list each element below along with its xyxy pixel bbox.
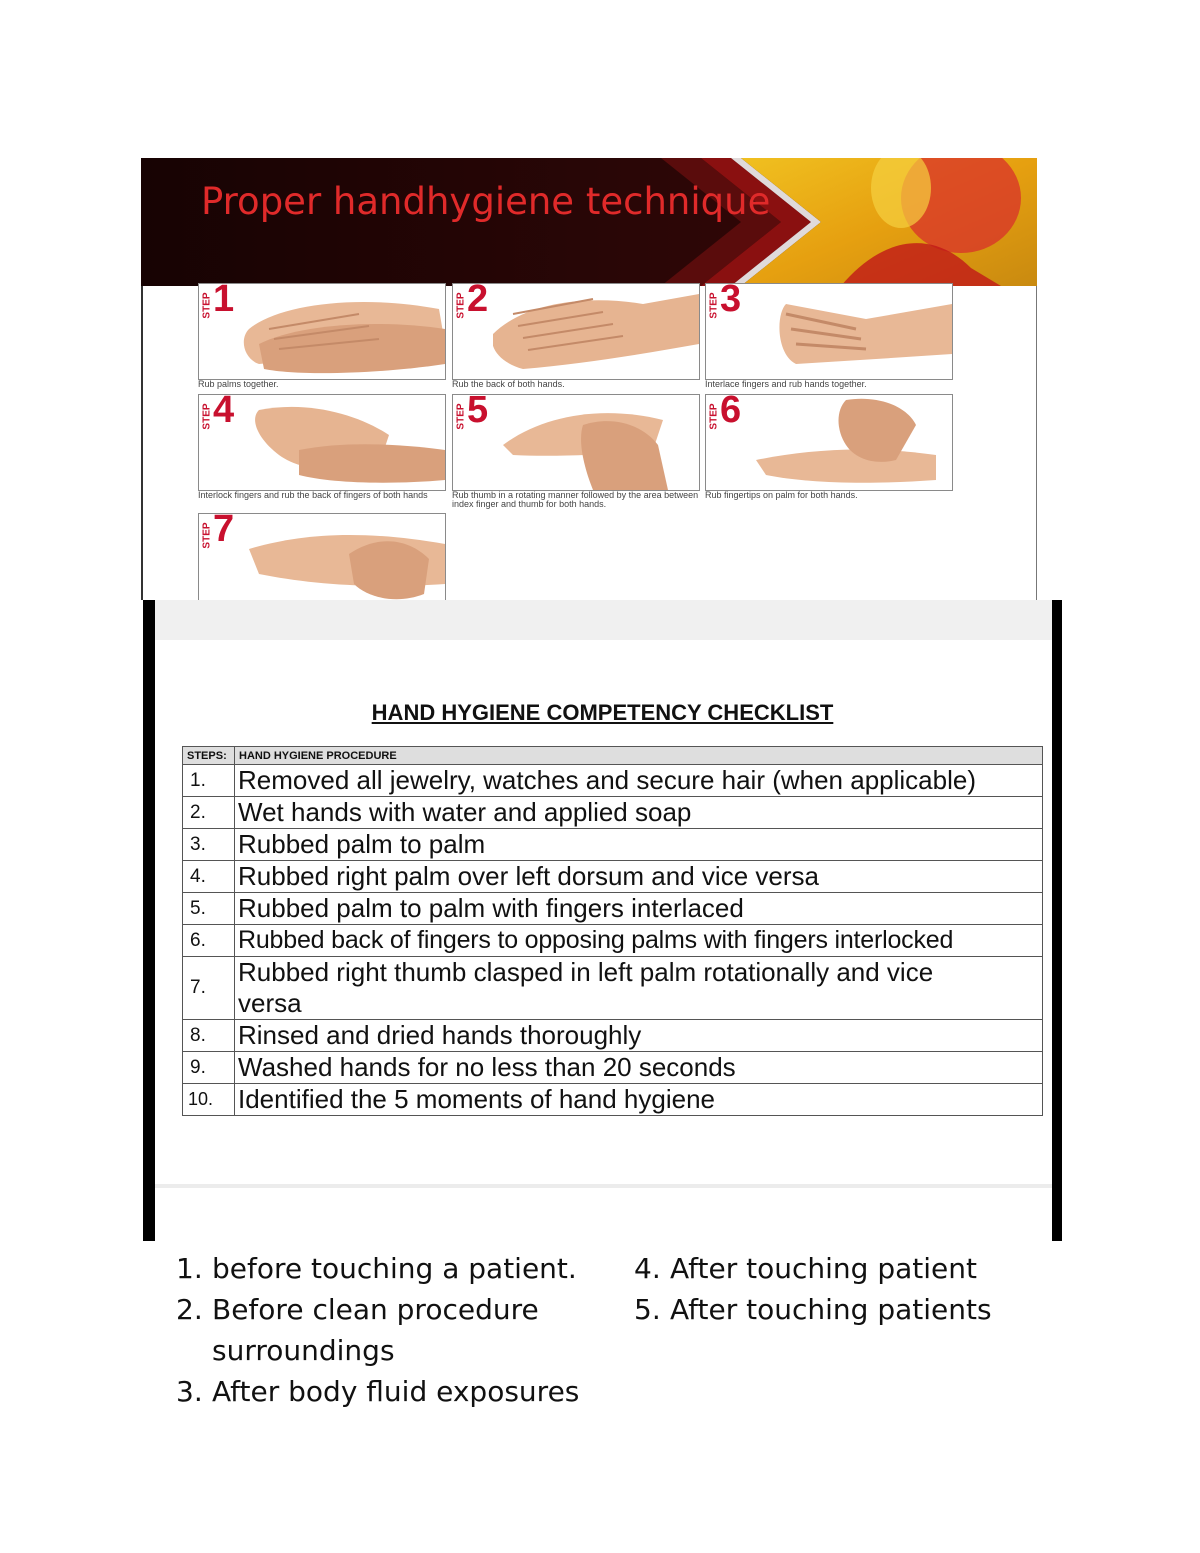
- step-caption: Rub the back of both hands.: [452, 379, 565, 389]
- step-caption: Rub thumb in a rotating manner followed by the area between index finger and thumb for both hands.: [452, 490, 699, 509]
- row-number: 6.: [183, 925, 235, 957]
- list-item: [634, 1289, 1054, 1330]
- fingertips-on-palm-icon: [746, 395, 952, 490]
- table-row: [183, 1052, 1043, 1084]
- list-item-number: 4.: [634, 1252, 661, 1285]
- table-row: [183, 925, 1043, 957]
- step-card-2: [452, 283, 700, 380]
- list-item-number: 3.: [176, 1375, 203, 1408]
- list-item-text: before touching a patient.: [212, 1252, 577, 1285]
- step-number: 2: [467, 283, 489, 320]
- row-number: 3.: [183, 829, 235, 861]
- step-card-3: [705, 283, 953, 380]
- slide-edge-line: [141, 286, 143, 600]
- step-number: 7: [213, 513, 235, 550]
- row-text: Rubbed palm to palm with fingers interlaced: [235, 893, 1043, 925]
- slide-edge-line: [1036, 286, 1037, 600]
- row-text: Rubbed palm to palm: [235, 829, 1043, 861]
- list-item: [176, 1371, 596, 1412]
- step-card-4: [198, 394, 446, 491]
- step-caption: Interlace fingers and rub hands together.: [705, 379, 867, 389]
- step-number: 6: [720, 394, 742, 431]
- rub-palms-hands-icon: [239, 284, 445, 379]
- list-item-number: 1.: [176, 1252, 203, 1285]
- table-row: [183, 957, 1043, 1020]
- row-number: 2.: [183, 797, 235, 829]
- table-row: [183, 893, 1043, 925]
- slide-header: [141, 158, 1037, 286]
- moments-list-right: [634, 1248, 1054, 1330]
- row-text: Rubbed right thumb clasped in left palm rotationally and vice versa: [235, 957, 1043, 1020]
- step-caption: Rub palms together.: [198, 379, 279, 389]
- row-number: 8.: [183, 1020, 235, 1052]
- step-number: 1: [213, 283, 235, 320]
- checklist-panel: [143, 600, 1062, 1241]
- row-text: Washed hands for no less than 20 seconds: [235, 1052, 1043, 1084]
- table-header-row: [183, 747, 1043, 765]
- row-text: Removed all jewelry, watches and secure hair (when applicable): [235, 765, 1043, 797]
- step-tag-label: STEP: [455, 402, 467, 430]
- panel-bottom-band: [155, 1184, 1052, 1188]
- panel-border: [143, 600, 155, 1241]
- row-text: Rubbed right palm over left dorsum and vice versa: [235, 861, 1043, 893]
- table-row: [183, 861, 1043, 893]
- list-item: [176, 1248, 596, 1289]
- step-tag-label: STEP: [201, 521, 213, 549]
- row-text: Wet hands with water and applied soap: [235, 797, 1043, 829]
- step-tag-label: STEP: [201, 402, 213, 430]
- step-caption: Rub fingertips on palm for both hands.: [705, 490, 858, 500]
- list-item-number: 5.: [634, 1293, 661, 1326]
- row-number: 10.: [183, 1084, 235, 1116]
- list-item-text: After body fluid exposures: [212, 1375, 580, 1408]
- row-text: Rubbed back of fingers to opposing palms with fingers interlocked: [235, 925, 1043, 957]
- step-card-5: [452, 394, 700, 491]
- steps-column-header: STEPS:: [183, 747, 235, 765]
- table-row: [183, 765, 1043, 797]
- moments-list-left: [176, 1248, 596, 1412]
- row-number: 9.: [183, 1052, 235, 1084]
- interlock-fingers-icon: [239, 395, 445, 490]
- row-number: 1.: [183, 765, 235, 797]
- row-number: 7.: [183, 957, 235, 1020]
- list-item: [634, 1248, 1054, 1289]
- list-item-number: 2.: [176, 1293, 203, 1326]
- interlace-fingers-icon: [746, 284, 952, 379]
- list-item-text: Before clean procedure surroundings: [212, 1293, 539, 1367]
- list-item-text: After touching patients: [670, 1293, 992, 1326]
- step-caption: Interlock fingers and rub the back of fingers of both hands: [198, 490, 428, 500]
- checklist-table: [182, 746, 1043, 1116]
- step-card-1: [198, 283, 446, 380]
- step-card-6: [705, 394, 953, 491]
- panel-top-band: [155, 600, 1052, 640]
- back-of-hands-icon: [493, 284, 699, 379]
- step-card-7: [198, 513, 446, 600]
- hand-hygiene-slide: [141, 158, 1037, 600]
- table-row: [183, 1020, 1043, 1052]
- panel-border: [1052, 600, 1062, 1241]
- step-number: 5: [467, 394, 489, 431]
- procedure-column-header: HAND HYGIENE PROCEDURE: [235, 747, 1043, 765]
- step-tag-label: STEP: [455, 291, 467, 319]
- table-row: [183, 797, 1043, 829]
- checklist-title: HAND HYGIENE COMPETENCY CHECKLIST: [371, 700, 834, 725]
- step-tag-label: STEP: [201, 291, 213, 319]
- list-item-text: After touching patient: [670, 1252, 977, 1285]
- step-number: 4: [213, 394, 235, 431]
- rub-wrist-icon: [239, 514, 445, 600]
- list-item: [176, 1289, 596, 1371]
- step-tag-label: STEP: [708, 402, 720, 430]
- table-row: [183, 829, 1043, 861]
- row-number: 4.: [183, 861, 235, 893]
- step-number: 3: [720, 283, 742, 320]
- table-row: [183, 1084, 1043, 1116]
- row-number: 5.: [183, 893, 235, 925]
- row-text: Identified the 5 moments of hand hygiene: [235, 1084, 1043, 1116]
- step-tag-label: STEP: [708, 291, 720, 319]
- rotate-thumb-icon: [493, 395, 699, 490]
- slide-title: Proper handhygiene technique: [201, 180, 771, 223]
- row-text: Rinsed and dried hands thoroughly: [235, 1020, 1043, 1052]
